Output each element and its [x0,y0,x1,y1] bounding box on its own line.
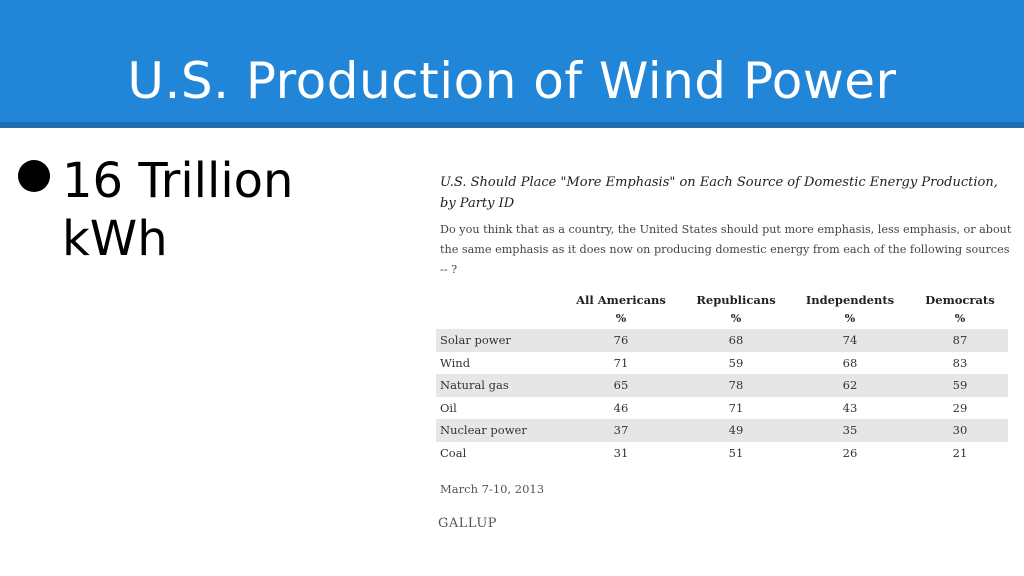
table-cell: 83 [952,355,968,370]
figure-date: March 7-10, 2013 [440,482,545,496]
row-label: Oil [440,400,457,415]
table-cell: 62 [842,378,858,393]
table-cell: 35 [842,423,858,438]
table-cell: 76 [613,333,629,347]
table-cell: 59 [952,378,968,393]
table-cell: 37 [613,423,629,438]
table-cell: 49 [728,423,744,438]
table-row [436,442,1008,465]
table-cell: 29 [952,400,968,415]
table-row [436,329,1008,352]
table-row [436,374,1008,397]
table-cell: 87 [952,333,968,347]
gallup-logo: GALLUP [438,516,498,531]
figure-title: U.S. Should Place "More Emphasis" on Each Source of Domestic Energy Production, by Party ID [440,175,998,211]
row-label: Nuclear power [440,423,527,438]
slide-title: U.S. Production of Wind Power [127,52,897,110]
figure-question: Do you think that as a country, the United States should put more emphasis, less emphasis, or about the same emphasis as it does now on producing domestic energy from each of the following sources -- ? [440,223,1012,276]
title-bar-underline [0,122,1024,128]
table-cell: 43 [842,400,858,415]
table-cell: 51 [728,446,744,460]
column-unit: % [844,312,856,325]
table-cell: 59 [728,355,744,370]
table-cell: 71 [613,355,629,370]
table-cell: 71 [728,400,744,415]
table-cell: 30 [952,423,968,438]
column-header: Independents [805,293,895,307]
table-cell: 26 [842,446,858,460]
table-cell: 74 [842,333,858,347]
table-row [436,352,1008,375]
table-row [436,419,1008,442]
row-label: Wind [440,355,471,370]
table-cell: 21 [952,446,968,460]
column-unit: % [954,312,966,325]
row-label: Solar power [440,333,511,347]
table-cell: 46 [613,400,629,415]
bullet-text: 16 Trillion kWh [62,153,294,267]
gallup-table-figure [436,166,1012,536]
row-label: Coal [440,446,467,460]
table-cell: 65 [613,378,629,393]
table-cell: 78 [728,378,744,393]
row-label: Natural gas [440,378,509,393]
bullet-dot-icon [18,160,50,192]
column-header: Republicans [696,293,776,307]
table-cell: 31 [613,446,629,460]
column-header: Democrats [925,293,995,307]
column-unit: % [730,312,742,325]
column-unit: % [615,312,627,325]
table-row [436,397,1008,420]
table-cell: 68 [728,333,744,347]
table-cell: 68 [842,355,858,370]
column-header: All Americans [576,293,666,307]
